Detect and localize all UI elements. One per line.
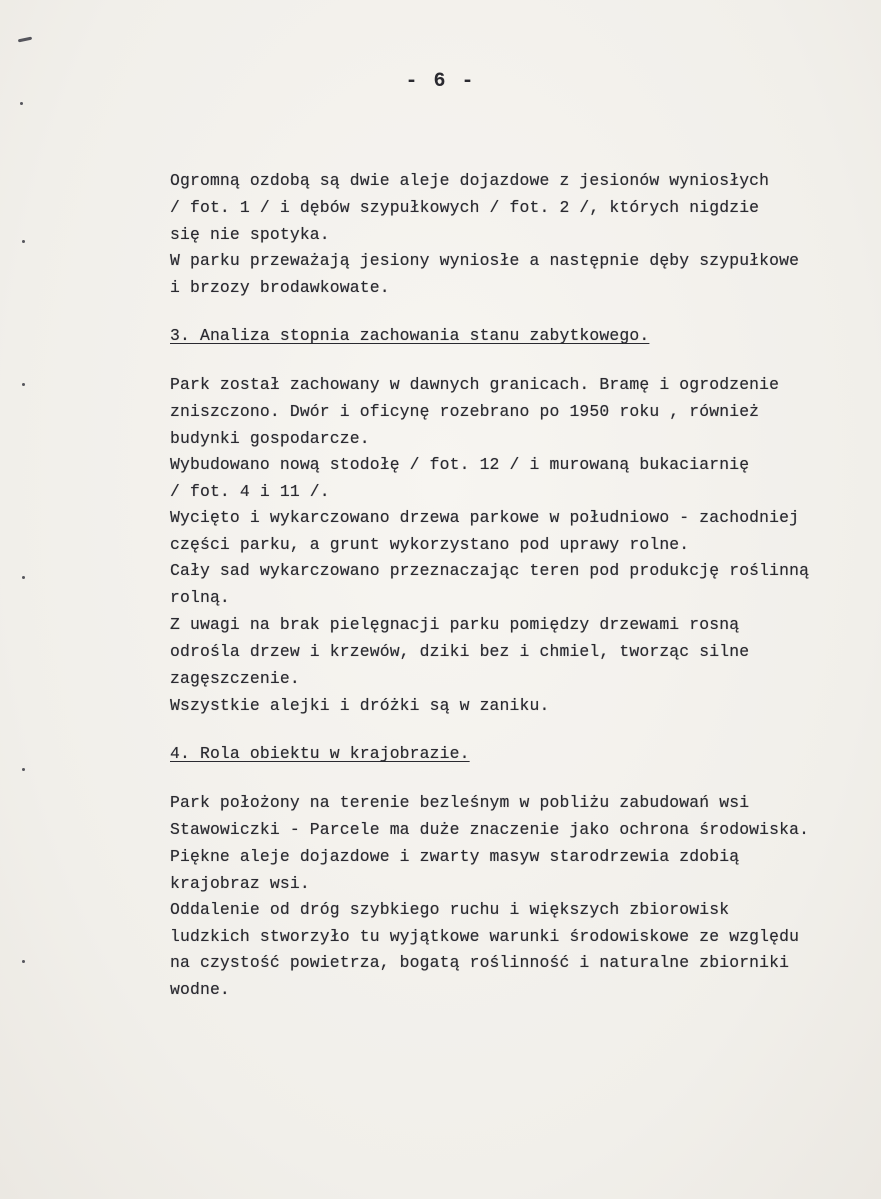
text-line: i brzozy brodawkowate. — [170, 278, 390, 297]
text-line: odrośla drzew i krzewów, dziki bez i chmiel, tworząc silne — [170, 642, 750, 661]
text-line: na czystość powietrza, bogatą roślinność i naturalne zbiorniki — [170, 953, 790, 972]
text-line: Wycięto i wykarczowano drzewa parkowe w południowo - zachodniej — [170, 508, 800, 527]
text-line: części parku, a grunt wykorzystano pod uprawy rolne. — [170, 535, 690, 554]
section-heading-4: 4. Rola obiektu w krajobrazie. — [170, 744, 470, 763]
text-line: Ogromną ozdobą są dwie aleje dojazdowe z jesionów wyniosłych — [170, 171, 770, 190]
margin-dot — [22, 768, 25, 771]
text-line: się nie spotyka. — [170, 225, 330, 244]
text-line: ludzkich stworzyło tu wyjątkowe warunki środowiskowe ze względu — [170, 927, 800, 946]
margin-dot — [20, 102, 23, 105]
text-line: zagęszczenie. — [170, 669, 300, 688]
margin-dot — [22, 576, 25, 579]
text-line: Wybudowano nową stodołę / fot. 12 / i murowaną bukaciarnię — [170, 455, 750, 474]
text-line: Piękne aleje dojazdowe i zwarty masyw starodrzewia zdobią — [170, 847, 740, 866]
text-line: rolną. — [170, 588, 230, 607]
text-line: Stawowiczki - Parcele ma duże znaczenie jako ochrona środowiska. — [170, 820, 810, 839]
text-line: zniszczono. Dwór i oficynę rozebrano po 1950 roku , również — [170, 402, 760, 421]
text-line: krajobraz wsi. — [170, 874, 310, 893]
margin-dot — [22, 960, 25, 963]
text-line: Park został zachowany w dawnych granicach. Bramę i ogrodzenie — [170, 375, 780, 394]
margin-dot — [22, 383, 25, 386]
text-line: budynki gospodarcze. — [170, 429, 370, 448]
margin-mark — [18, 37, 32, 43]
text-line: / fot. 4 i 11 /. — [170, 482, 330, 501]
text-line: Oddalenie od dróg szybkiego ruchu i większych zbiorowisk — [170, 900, 730, 919]
text-line: wodne. — [170, 980, 230, 999]
text-line: Z uwagi na brak pielęgnacji parku pomiędzy drzewami rosną — [170, 615, 740, 634]
text-line: / fot. 1 / i dębów szypułkowych / fot. 2 /, których nigdzie — [170, 198, 760, 217]
page-number: - 6 - — [405, 70, 476, 93]
text-line: Cały sad wykarczowano przeznaczając teren pod produkcję roślinną — [170, 561, 810, 580]
text-line: W parku przeważają jesiony wyniosłe a następnie dęby szypułkowe — [170, 251, 800, 270]
text-line: Park położony na terenie bezleśnym w pobliżu zabudowań wsi — [170, 793, 750, 812]
section-heading-3: 3. Analiza stopnia zachowania stanu zabytkowego. — [170, 326, 650, 345]
margin-dot — [22, 240, 25, 243]
text-line: Wszystkie alejki i dróżki są w zaniku. — [170, 696, 550, 715]
